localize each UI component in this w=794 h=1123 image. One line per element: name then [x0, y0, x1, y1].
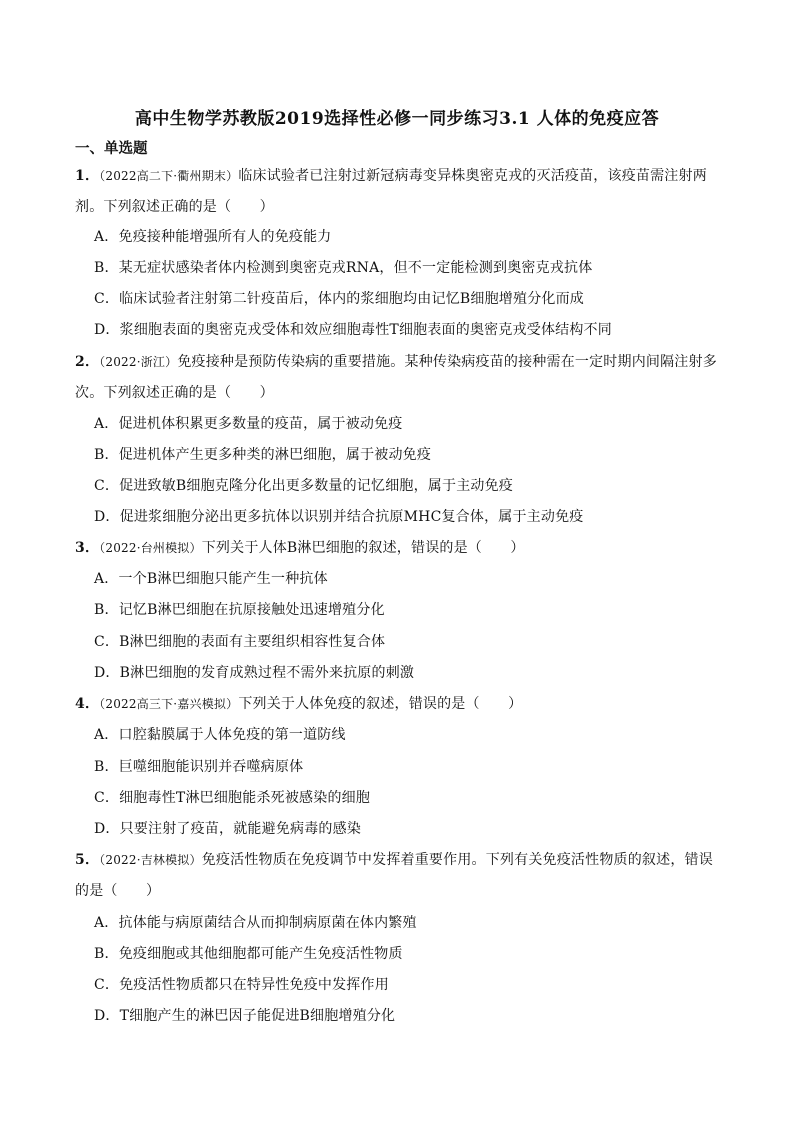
- question-2: [75, 347, 725, 409]
- question-source: （2022·吉林模拟）: [99, 853, 202, 867]
- question-stem: 下列关于人体免疫的叙述，错误的是（ ）: [238, 696, 523, 712]
- page-title: 高中生物学苏教版2019选择性必修一同步练习3.1 人体的免疫应答: [134, 109, 660, 129]
- question-number: 1．: [75, 168, 100, 184]
- question-stem: 临床试验者已注射过新冠病毒变异株奥密克戎的灭活疫苗，该疫苗需注射两剂。下列叙述正确的是（ ）: [75, 168, 707, 215]
- question-number: 2．: [75, 354, 100, 370]
- option-c: C．B淋巴细胞的表面有主要组织相容性复合体: [94, 634, 386, 650]
- question-4: [75, 689, 725, 720]
- option-b: B．某无症状感染者体内检测到奥密克戎RNA，但不一定能检测到奥密克戎抗体: [94, 260, 593, 276]
- option-d: D．B淋巴细胞的发育成熟过程不需外来抗原的刺激: [94, 665, 415, 681]
- option-a: A．促进机体积累更多数量的疫苗，属于被动免疫: [94, 416, 403, 432]
- question-number: 5．: [75, 852, 100, 868]
- option-b: B．记忆B淋巴细胞在抗原接触处迅速增殖分化: [94, 602, 385, 618]
- question-1: [75, 161, 725, 223]
- option-a: A．免疫接种能增强所有人的免疫能力: [94, 229, 332, 245]
- option-a: A．口腔黏膜属于人体免疫的第一道防线: [94, 727, 346, 743]
- question-source: （2022高三下·嘉兴模拟）: [99, 697, 239, 711]
- question-number: 4．: [75, 696, 100, 712]
- option-d: D．浆细胞表面的奥密克戎受体和效应细胞毒性T细胞表面的奥密克戎受体结构不同: [94, 322, 612, 338]
- section-heading: 一、单选题: [75, 140, 148, 157]
- option-c: C．细胞毒性T淋巴细胞能杀死被感染的细胞: [94, 790, 371, 806]
- question-number: 3．: [75, 540, 100, 556]
- option-c: C．免疫活性物质都只在特异性免疫中发挥作用: [94, 977, 389, 993]
- question-5: [75, 845, 725, 907]
- option-a: A．抗体能与病原菌结合从而抑制病原菌在体内繁殖: [94, 915, 417, 931]
- question-stem: 免疫接种是预防传染病的重要措施。某种传染病疫苗的接种需在一定时期内间隔注射多次。下列叙述正确的是（ ）: [75, 354, 717, 401]
- question-source: （2022高二下·衢州期末）: [99, 169, 239, 183]
- option-c: C．促进致敏B细胞克隆分化出更多数量的记忆细胞，属于主动免疫: [94, 478, 513, 494]
- question-stem: 免疫活性物质在免疫调节中发挥着重要作用。下列有关免疫活性物质的叙述，错误的是（ ）: [75, 852, 713, 899]
- question-3: [75, 533, 725, 564]
- option-a: A．一个B淋巴细胞只能产生一种抗体: [94, 571, 328, 587]
- question-stem: 下列关于人体B淋巴细胞的叙述，错误的是（ ）: [201, 540, 525, 556]
- option-c: C．临床试验者注射第二针疫苗后，体内的浆细胞均由记忆B细胞增殖分化而成: [94, 291, 584, 307]
- option-b: B．免疫细胞或其他细胞都可能产生免疫活性物质: [94, 946, 403, 962]
- option-d: D．只要注射了疫苗，就能避免病毒的感染: [94, 821, 362, 837]
- option-b: B．促进机体产生更多种类的淋巴细胞，属于被动免疫: [94, 447, 432, 463]
- question-source: （2022·台州模拟）: [99, 541, 202, 555]
- option-d: D．T细胞产生的淋巴因子能促进B细胞增殖分化: [94, 1008, 396, 1024]
- question-source: （2022·浙江）: [99, 355, 178, 369]
- option-b: B．巨噬细胞能识别并吞噬病原体: [94, 759, 304, 775]
- option-d: D．促进浆细胞分泌出更多抗体以识别并结合抗原MHC复合体，属于主动免疫: [94, 509, 584, 525]
